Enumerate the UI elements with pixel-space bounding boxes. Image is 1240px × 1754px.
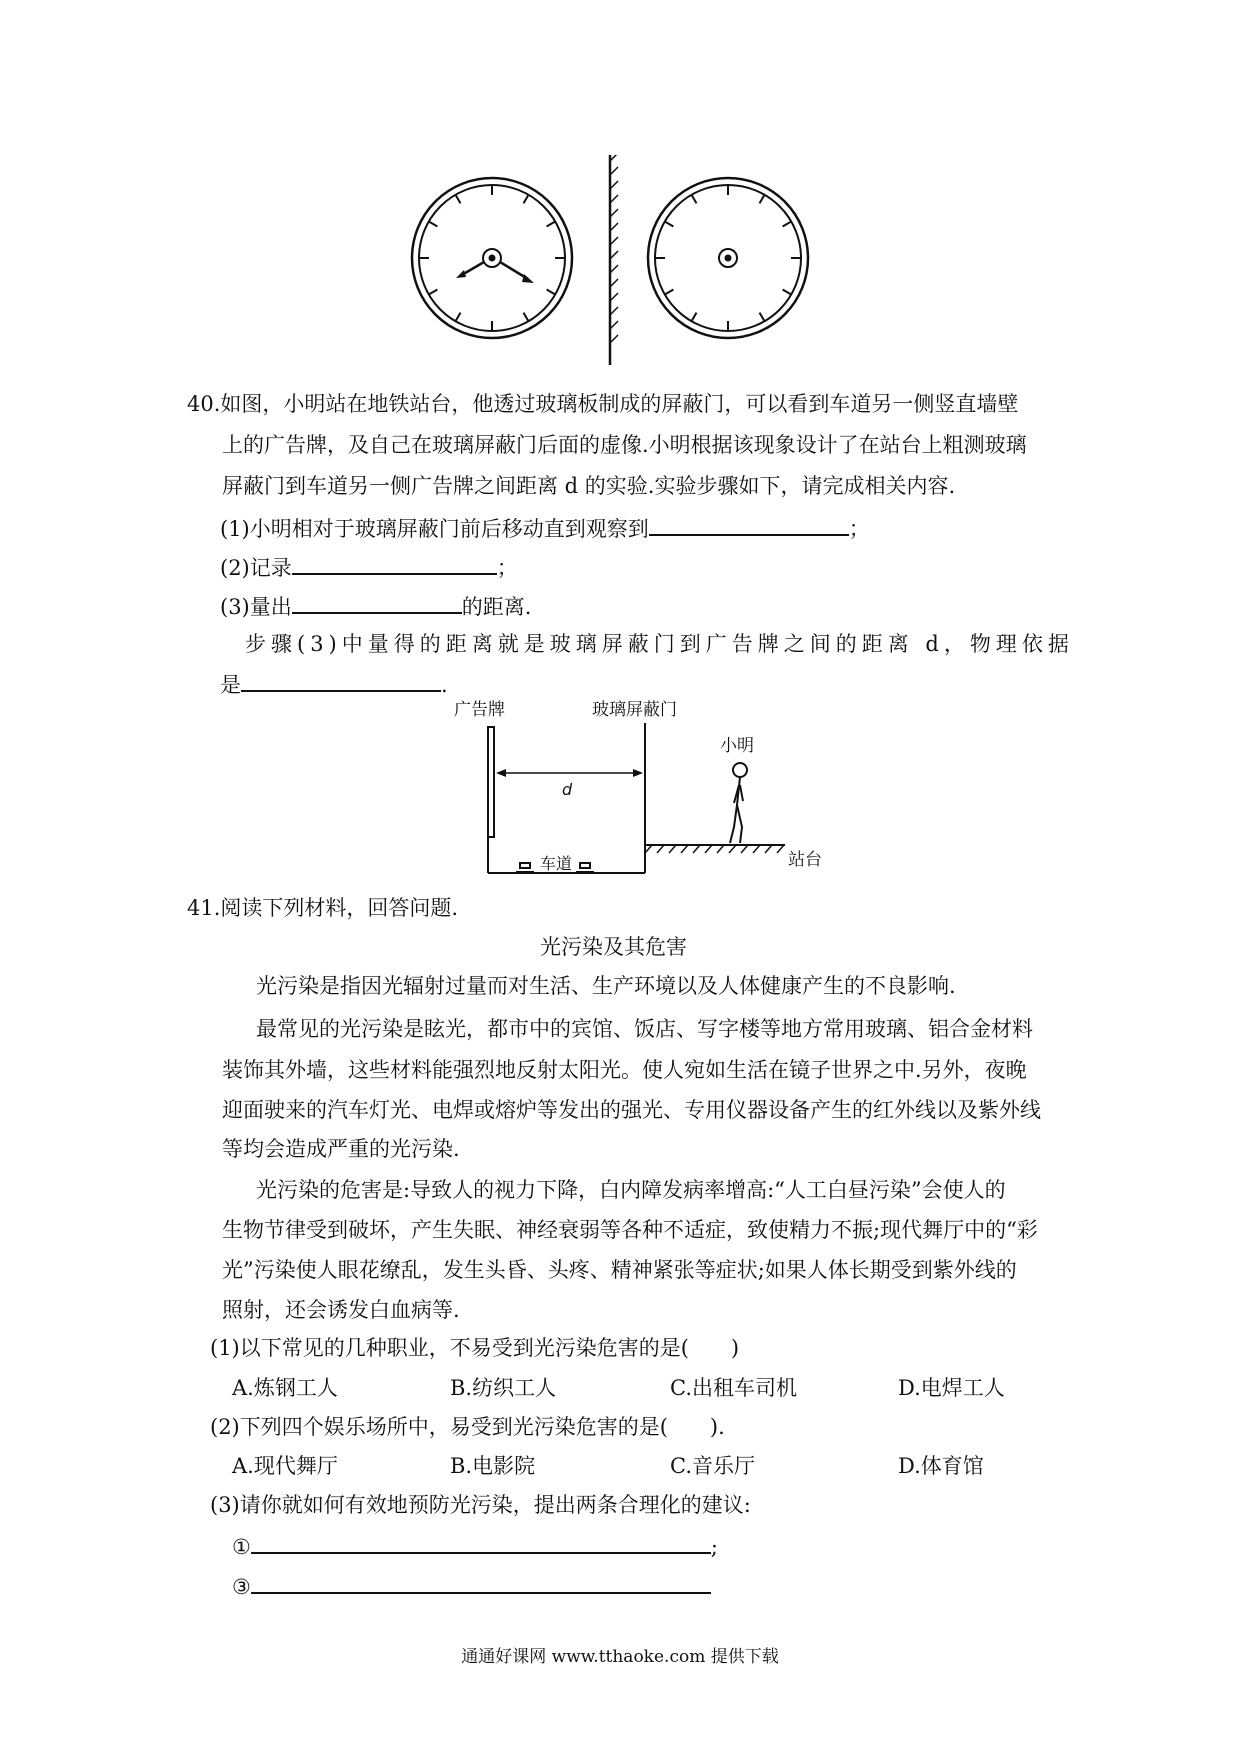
q41-p2-l4: 等均会造成严重的光污染. bbox=[222, 1137, 460, 1161]
q41-p2-l3: 迎面驶来的汽车灯光、电焊或熔炉等发出的强光、专用仪器设备产生的红外线以及紫外线 bbox=[222, 1098, 1041, 1122]
clock-tick bbox=[547, 222, 556, 227]
d-label: d bbox=[562, 780, 573, 799]
q41-p3-l4: 照射，还会诱发白血病等. bbox=[222, 1298, 460, 1322]
q40-basis-blank[interactable] bbox=[241, 668, 441, 692]
q40-basis-end: . bbox=[441, 673, 448, 697]
q41-p2-l1: 最常见的光污染是眩光，都市中的宾馆、饭店、写字楼等地方常用玻璃、铝合金材料 bbox=[256, 1017, 1033, 1041]
person-label: 小明 bbox=[720, 736, 754, 756]
clock-tick bbox=[783, 222, 792, 227]
answer1-blank[interactable] bbox=[251, 1530, 711, 1554]
clock-tick bbox=[456, 313, 461, 322]
q41-sq1-option-b[interactable]: B.纺织工人 bbox=[450, 1376, 557, 1400]
platform-hatch bbox=[645, 845, 652, 853]
platform-hatch bbox=[765, 845, 772, 853]
platform-hatch bbox=[681, 845, 688, 853]
platform-hatch bbox=[717, 845, 724, 853]
q41-p3-l1: 光污染的危害是:导致人的视力下降，白内障发病率增高:“人工白昼污染”会使人的 bbox=[256, 1178, 1006, 1202]
platform-hatch bbox=[777, 845, 784, 853]
clock-tick bbox=[665, 290, 674, 295]
clock-tick bbox=[524, 195, 529, 204]
q41-sq1: (1)以下常见的几种职业，不易受到光污染危害的是( ) bbox=[210, 1336, 740, 1360]
answer1-end: ; bbox=[710, 1535, 718, 1559]
q41-p1: 光污染是指因光辐射过量而对生活、生产环境以及人体健康产生的不良影响. bbox=[256, 974, 956, 998]
clock-tick bbox=[760, 195, 765, 204]
clock-tick bbox=[429, 222, 438, 227]
q40-step1-text: (1)小明相对于玻璃屏蔽门前后移动直到观察到 bbox=[220, 517, 649, 541]
q41-intro: 41.阅读下列材料，回答问题. bbox=[187, 896, 459, 920]
left-clock bbox=[412, 178, 572, 338]
billboard bbox=[488, 727, 494, 837]
footer-source: 通通好课网 www.tthaoke.com 提供下载 bbox=[461, 1647, 779, 1667]
clock-tick bbox=[692, 195, 697, 204]
track-label: 车道 bbox=[540, 854, 573, 873]
answer1-mark: ① bbox=[232, 1535, 251, 1559]
q41-p3-l2: 生物节律受到破坏，产生失眠、神经衰弱等各种不适症，致使精力不振;现代舞厅中的“彩 bbox=[222, 1218, 1038, 1242]
platform-hatch bbox=[657, 845, 664, 853]
q41-answer1 bbox=[232, 1530, 718, 1562]
q40-step1-blank[interactable] bbox=[649, 512, 849, 536]
q41-sq1-option-c[interactable]: C.出租车司机 bbox=[670, 1376, 797, 1400]
answer2-blank[interactable] bbox=[251, 1570, 711, 1594]
q40-basis-line2 bbox=[220, 668, 448, 700]
q41-p3-l3: 光”污染使人眼花缭乱，发生头昏、头疼、精神紧张等症状;如果人体长期受到紫外线的 bbox=[222, 1258, 1017, 1282]
q40-step3 bbox=[220, 590, 531, 622]
q41-sq1-option-a[interactable]: A.炼钢工人 bbox=[232, 1376, 338, 1400]
q40-step3-blank[interactable] bbox=[292, 590, 462, 614]
q41-sq2-option-c[interactable]: C.音乐厅 bbox=[670, 1454, 755, 1478]
platform-hatch bbox=[753, 845, 760, 853]
person-xiaoming bbox=[730, 763, 747, 843]
q40-line2: 上的广告牌，及自己在玻璃屏蔽门后面的虚像.小明根据该现象设计了在站台上粗测玻璃 bbox=[222, 433, 1027, 457]
q41-sq3: (3)请你就如何有效地预防光污染，提出两条合理化的建议: bbox=[210, 1493, 751, 1517]
q41-sq2-option-d[interactable]: D.体育馆 bbox=[898, 1454, 984, 1478]
platform-label: 站台 bbox=[788, 850, 822, 870]
q40-step2-text: (2)记录 bbox=[220, 556, 292, 580]
q40-basis-text: 是 bbox=[220, 673, 241, 697]
platform-hatch bbox=[741, 845, 748, 853]
clock-tick bbox=[783, 290, 792, 295]
q40-line1: 40.如图，小明站在地铁站台，他透过玻璃板制成的屏蔽门，可以看到车道另一侧竖直墙壁 bbox=[187, 392, 1019, 416]
q41-sq2-option-b[interactable]: B.电影院 bbox=[450, 1454, 536, 1478]
clock-tick bbox=[760, 313, 765, 322]
glass-door-label: 玻璃屏蔽门 bbox=[592, 700, 677, 720]
q40-step3-text: (3)量出 bbox=[220, 595, 292, 619]
station-figure bbox=[440, 695, 880, 885]
clock-tick bbox=[547, 290, 556, 295]
q41-answer2 bbox=[232, 1570, 711, 1602]
platform-hatch bbox=[669, 845, 676, 853]
q40-step3-end: 的距离. bbox=[461, 595, 532, 619]
clock-tick bbox=[665, 222, 674, 227]
billboard-label: 广告牌 bbox=[454, 700, 505, 720]
q41-sq2: (2)下列四个娱乐场所中，易受到光污染危害的是( ). bbox=[210, 1415, 725, 1439]
right-clock bbox=[648, 178, 808, 338]
platform-hatch bbox=[693, 845, 700, 853]
q40-step1 bbox=[220, 512, 870, 544]
q40-basis-line1: 步骤(3)中量得的距离就是玻璃屏蔽门到广告牌之间的距离 d，物理依据 bbox=[245, 632, 1074, 656]
answer2-mark: ③ bbox=[232, 1575, 251, 1599]
clock-tick bbox=[429, 290, 438, 295]
q41-sq1-option-d[interactable]: D.电焊工人 bbox=[898, 1376, 1005, 1400]
clock-tick bbox=[692, 313, 697, 322]
q40-step2-blank[interactable] bbox=[292, 551, 497, 575]
q40-step2-end: ； bbox=[496, 556, 518, 580]
q41-article-title: 光污染及其危害 bbox=[540, 935, 687, 959]
q40-line3: 屏蔽门到车道另一侧广告牌之间距离 d 的实验.实验步骤如下，请完成相关内容. bbox=[222, 474, 956, 498]
q40-step1-end: ； bbox=[848, 517, 870, 541]
q41-p2-l2: 装饰其外墙，这些材料能强烈地反射太阳光。使人宛如生活在镜子世界之中.另外，夜晚 bbox=[222, 1058, 1027, 1082]
platform-hatch bbox=[705, 845, 712, 853]
q41-sq2-option-a[interactable]: A.现代舞厅 bbox=[232, 1454, 338, 1478]
mirror-wall bbox=[610, 155, 618, 365]
clock-mirror-figure bbox=[400, 155, 840, 365]
q40-step2 bbox=[220, 551, 518, 583]
clock-tick bbox=[456, 195, 461, 204]
platform-hatch bbox=[729, 845, 736, 853]
clock-tick bbox=[524, 313, 529, 322]
